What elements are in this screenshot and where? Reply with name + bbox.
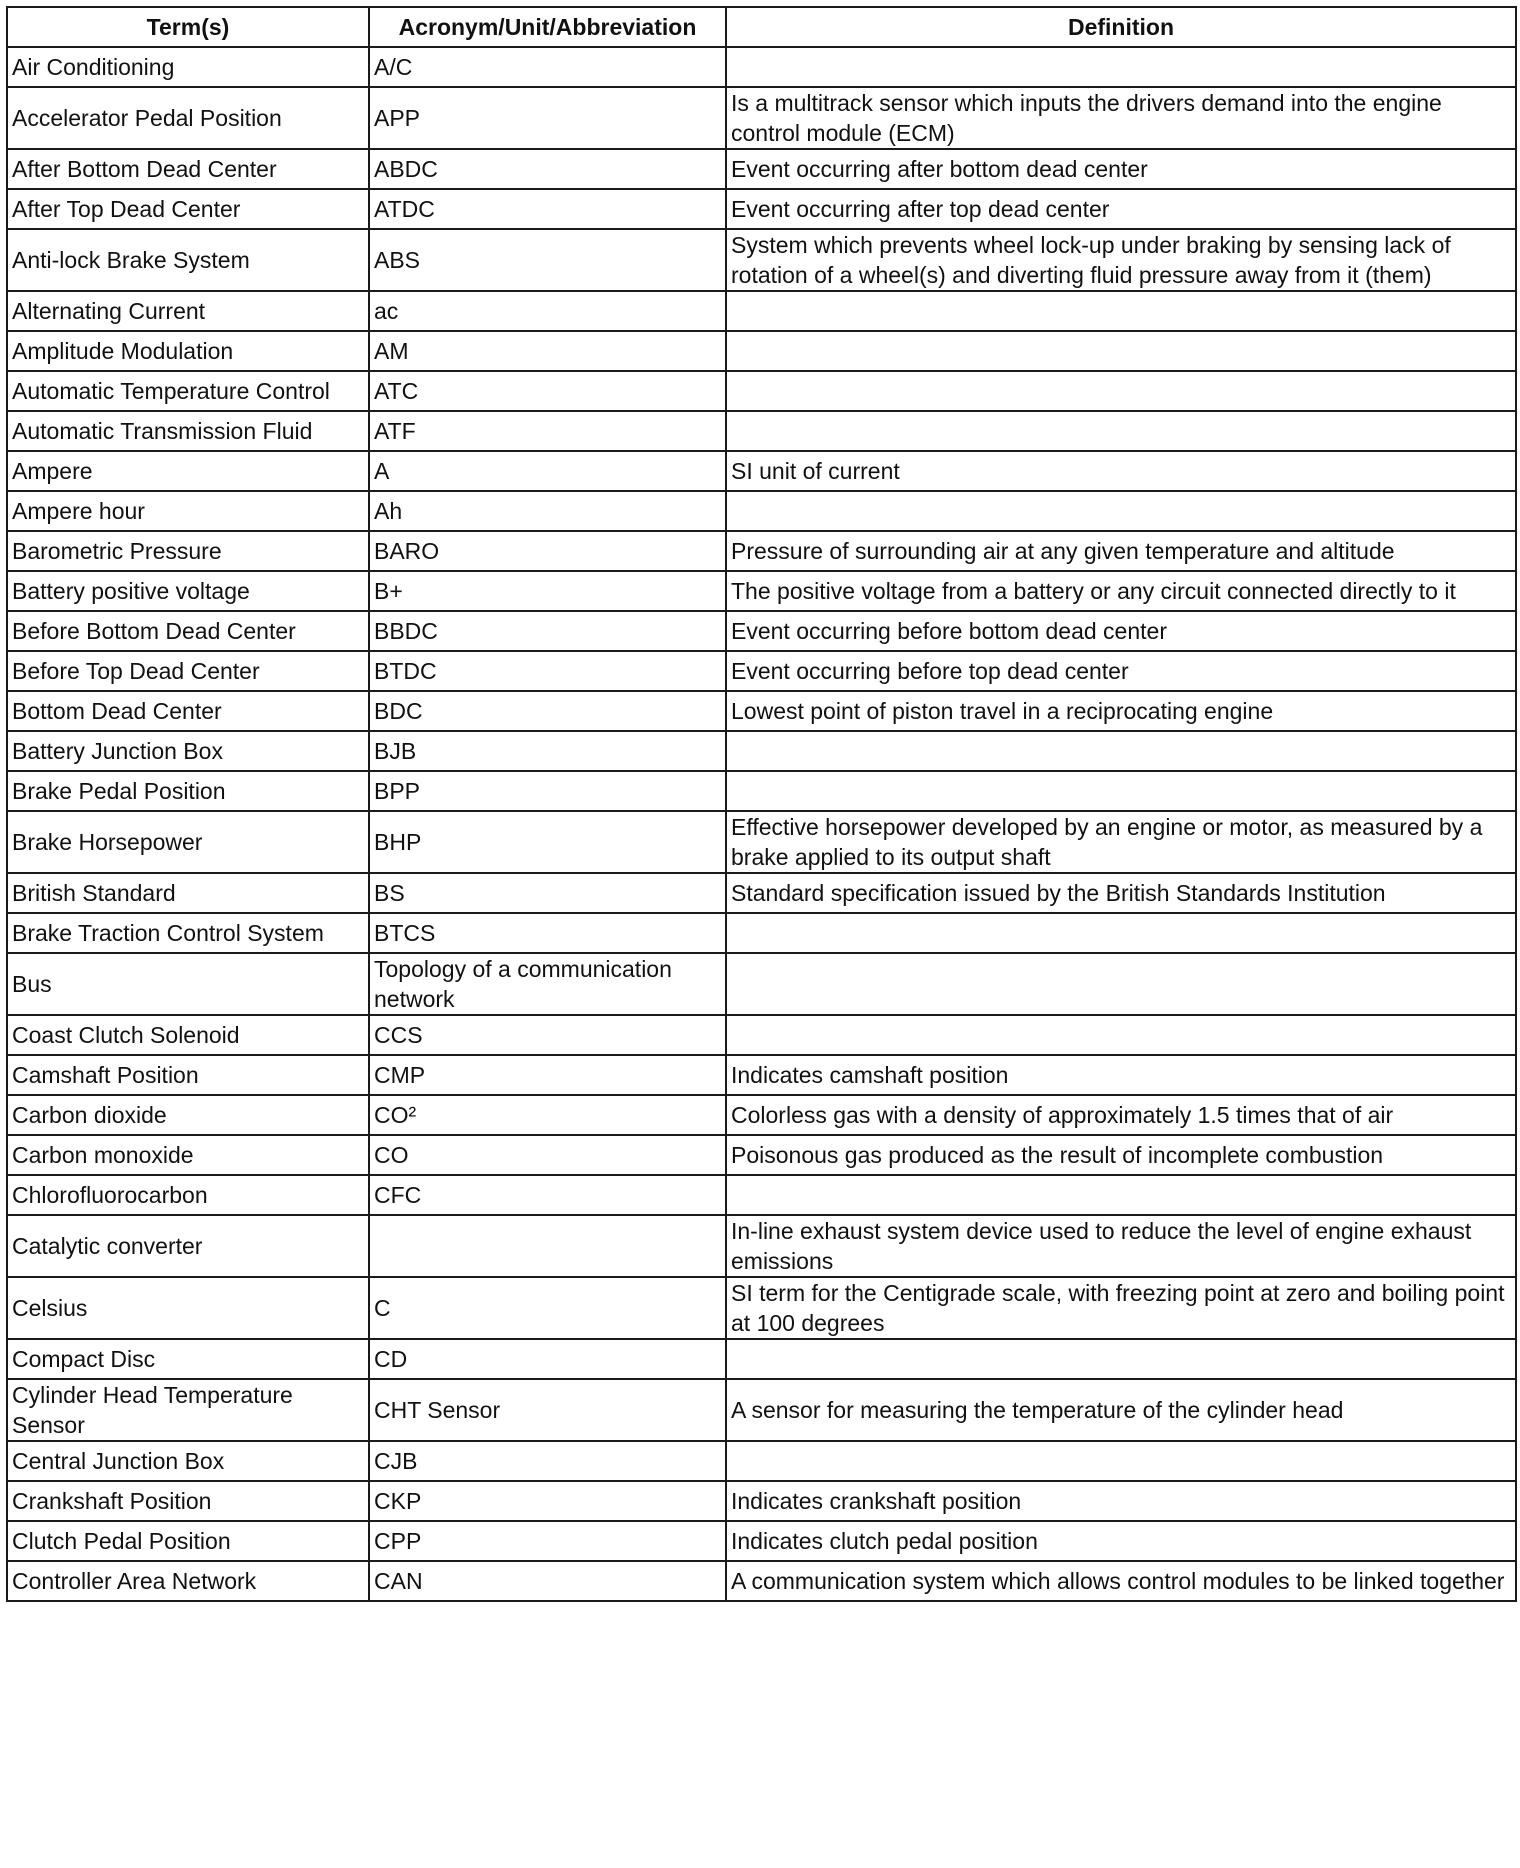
definition-cell (726, 913, 1516, 953)
term-cell: After Bottom Dead Center (7, 149, 369, 189)
term-cell: Carbon monoxide (7, 1135, 369, 1175)
table-row (7, 1215, 1516, 1277)
acronym-cell: BDC (369, 691, 726, 731)
table-row (7, 1277, 1516, 1339)
acronym-cell: C (369, 1277, 726, 1339)
definition-cell: Indicates clutch pedal position (726, 1521, 1516, 1561)
acronym-cell: ac (369, 291, 726, 331)
table-row (7, 87, 1516, 149)
table-row (7, 1095, 1516, 1135)
table-row (7, 1135, 1516, 1175)
term-cell: Controller Area Network (7, 1561, 369, 1601)
acronym-cell: APP (369, 87, 726, 149)
definition-cell: Lowest point of piston travel in a reciprocating engine (726, 691, 1516, 731)
term-cell: Anti-lock Brake System (7, 229, 369, 291)
term-cell: Before Top Dead Center (7, 651, 369, 691)
term-cell: Central Junction Box (7, 1441, 369, 1481)
table-row (7, 651, 1516, 691)
definition-cell: System which prevents wheel lock-up under braking by sensing lack of rotation of a wheel(s) and diverting fluid pressure away from it (them) (726, 229, 1516, 291)
acronym-cell: BJB (369, 731, 726, 771)
acronym-cell: CD (369, 1339, 726, 1379)
definition-cell: A sensor for measuring the temperature of the cylinder head (726, 1379, 1516, 1441)
term-cell: Cylinder Head Temperature Sensor (7, 1379, 369, 1441)
acronym-cell: A/C (369, 47, 726, 87)
acronym-cell: BTCS (369, 913, 726, 953)
term-cell: Accelerator Pedal Position (7, 87, 369, 149)
table-row (7, 611, 1516, 651)
definition-cell (726, 371, 1516, 411)
definition-cell: SI term for the Centigrade scale, with freezing point at zero and boiling point at 100 degrees (726, 1277, 1516, 1339)
definition-cell (726, 953, 1516, 1015)
header-acronym: Acronym/Unit/Abbreviation (369, 7, 726, 47)
acronym-cell: ATDC (369, 189, 726, 229)
term-cell: Celsius (7, 1277, 369, 1339)
acronym-cell: CKP (369, 1481, 726, 1521)
table-row (7, 371, 1516, 411)
acronym-cell: ABDC (369, 149, 726, 189)
acronym-cell: CO (369, 1135, 726, 1175)
definition-cell: Colorless gas with a density of approximately 1.5 times that of air (726, 1095, 1516, 1135)
term-cell: Automatic Transmission Fluid (7, 411, 369, 451)
term-cell: Coast Clutch Solenoid (7, 1015, 369, 1055)
definition-cell: Event occurring before top dead center (726, 651, 1516, 691)
acronym-cell: BPP (369, 771, 726, 811)
table-row (7, 691, 1516, 731)
term-cell: Catalytic converter (7, 1215, 369, 1277)
acronym-cell: CMP (369, 1055, 726, 1095)
term-cell: Air Conditioning (7, 47, 369, 87)
definition-cell: Standard specification issued by the British Standards Institution (726, 873, 1516, 913)
table-row (7, 229, 1516, 291)
acronym-cell (369, 1215, 726, 1277)
acronym-cell: Ah (369, 491, 726, 531)
term-cell: Brake Horsepower (7, 811, 369, 873)
definition-cell (726, 291, 1516, 331)
definition-cell: Pressure of surrounding air at any given temperature and altitude (726, 531, 1516, 571)
acronym-cell: ATC (369, 371, 726, 411)
table-row (7, 1379, 1516, 1441)
term-cell: Battery positive voltage (7, 571, 369, 611)
definition-cell: Event occurring after bottom dead center (726, 149, 1516, 189)
acronym-cell: CFC (369, 1175, 726, 1215)
table-row (7, 571, 1516, 611)
term-cell: Bottom Dead Center (7, 691, 369, 731)
table-row (7, 291, 1516, 331)
table-row (7, 1481, 1516, 1521)
term-cell: Battery Junction Box (7, 731, 369, 771)
definition-cell (726, 491, 1516, 531)
acronym-cell: CJB (369, 1441, 726, 1481)
acronym-cell: A (369, 451, 726, 491)
table-row (7, 331, 1516, 371)
definition-cell: The positive voltage from a battery or any circuit connected directly to it (726, 571, 1516, 611)
term-cell: Crankshaft Position (7, 1481, 369, 1521)
definition-cell: Effective horsepower developed by an engine or motor, as measured by a brake applied to its output shaft (726, 811, 1516, 873)
acronym-cell: ATF (369, 411, 726, 451)
term-cell: British Standard (7, 873, 369, 913)
term-cell: Clutch Pedal Position (7, 1521, 369, 1561)
acronym-cell: CAN (369, 1561, 726, 1601)
term-cell: Brake Traction Control System (7, 913, 369, 953)
definition-cell (726, 1175, 1516, 1215)
table-row (7, 149, 1516, 189)
term-cell: Alternating Current (7, 291, 369, 331)
table-row (7, 411, 1516, 451)
term-cell: Ampere (7, 451, 369, 491)
term-cell: Amplitude Modulation (7, 331, 369, 371)
acronym-cell: CPP (369, 1521, 726, 1561)
definition-cell (726, 1339, 1516, 1379)
table-row (7, 1015, 1516, 1055)
definition-cell (726, 331, 1516, 371)
table-row (7, 1055, 1516, 1095)
term-cell: Bus (7, 953, 369, 1015)
table-row (7, 771, 1516, 811)
glossary-body (7, 47, 1516, 1601)
definition-cell (726, 47, 1516, 87)
definition-cell: Event occurring after top dead center (726, 189, 1516, 229)
acronym-cell: Topology of a communication network (369, 953, 726, 1015)
table-row (7, 451, 1516, 491)
definition-cell: Indicates camshaft position (726, 1055, 1516, 1095)
acronym-cell: BS (369, 873, 726, 913)
definition-cell (726, 411, 1516, 451)
term-cell: Carbon dioxide (7, 1095, 369, 1135)
table-row (7, 1561, 1516, 1601)
table-row (7, 531, 1516, 571)
acronym-cell: BARO (369, 531, 726, 571)
term-cell: After Top Dead Center (7, 189, 369, 229)
term-cell: Compact Disc (7, 1339, 369, 1379)
table-row (7, 1339, 1516, 1379)
header-row (7, 7, 1516, 47)
acronym-cell: B+ (369, 571, 726, 611)
acronym-cell: CHT Sensor (369, 1379, 726, 1441)
definition-cell: A communication system which allows control modules to be linked together (726, 1561, 1516, 1601)
acronym-cell: BTDC (369, 651, 726, 691)
definition-cell: In-line exhaust system device used to reduce the level of engine exhaust emissions (726, 1215, 1516, 1277)
header-term: Term(s) (7, 7, 369, 47)
acronym-cell: AM (369, 331, 726, 371)
definition-cell: Indicates crankshaft position (726, 1481, 1516, 1521)
table-row (7, 491, 1516, 531)
table-row (7, 913, 1516, 953)
table-row (7, 47, 1516, 87)
term-cell: Barometric Pressure (7, 531, 369, 571)
table-row (7, 189, 1516, 229)
term-cell: Before Bottom Dead Center (7, 611, 369, 651)
definition-cell (726, 1441, 1516, 1481)
term-cell: Ampere hour (7, 491, 369, 531)
acronym-cell: CO² (369, 1095, 726, 1135)
acronym-cell: BBDC (369, 611, 726, 651)
table-row (7, 811, 1516, 873)
table-row (7, 731, 1516, 771)
definition-cell (726, 771, 1516, 811)
definition-cell: Poisonous gas produced as the result of incomplete combustion (726, 1135, 1516, 1175)
term-cell: Camshaft Position (7, 1055, 369, 1095)
term-cell: Chlorofluorocarbon (7, 1175, 369, 1215)
term-cell: Automatic Temperature Control (7, 371, 369, 411)
table-row (7, 873, 1516, 913)
table-row (7, 1521, 1516, 1561)
acronym-cell: CCS (369, 1015, 726, 1055)
definition-cell: SI unit of current (726, 451, 1516, 491)
glossary-table (6, 6, 1517, 1602)
term-cell: Brake Pedal Position (7, 771, 369, 811)
acronym-cell: ABS (369, 229, 726, 291)
header-definition: Definition (726, 7, 1516, 47)
definition-cell: Event occurring before bottom dead center (726, 611, 1516, 651)
definition-cell (726, 1015, 1516, 1055)
definition-cell (726, 731, 1516, 771)
table-row (7, 1441, 1516, 1481)
table-row (7, 953, 1516, 1015)
table-row (7, 1175, 1516, 1215)
acronym-cell: BHP (369, 811, 726, 873)
definition-cell: Is a multitrack sensor which inputs the drivers demand into the engine control module (ECM) (726, 87, 1516, 149)
